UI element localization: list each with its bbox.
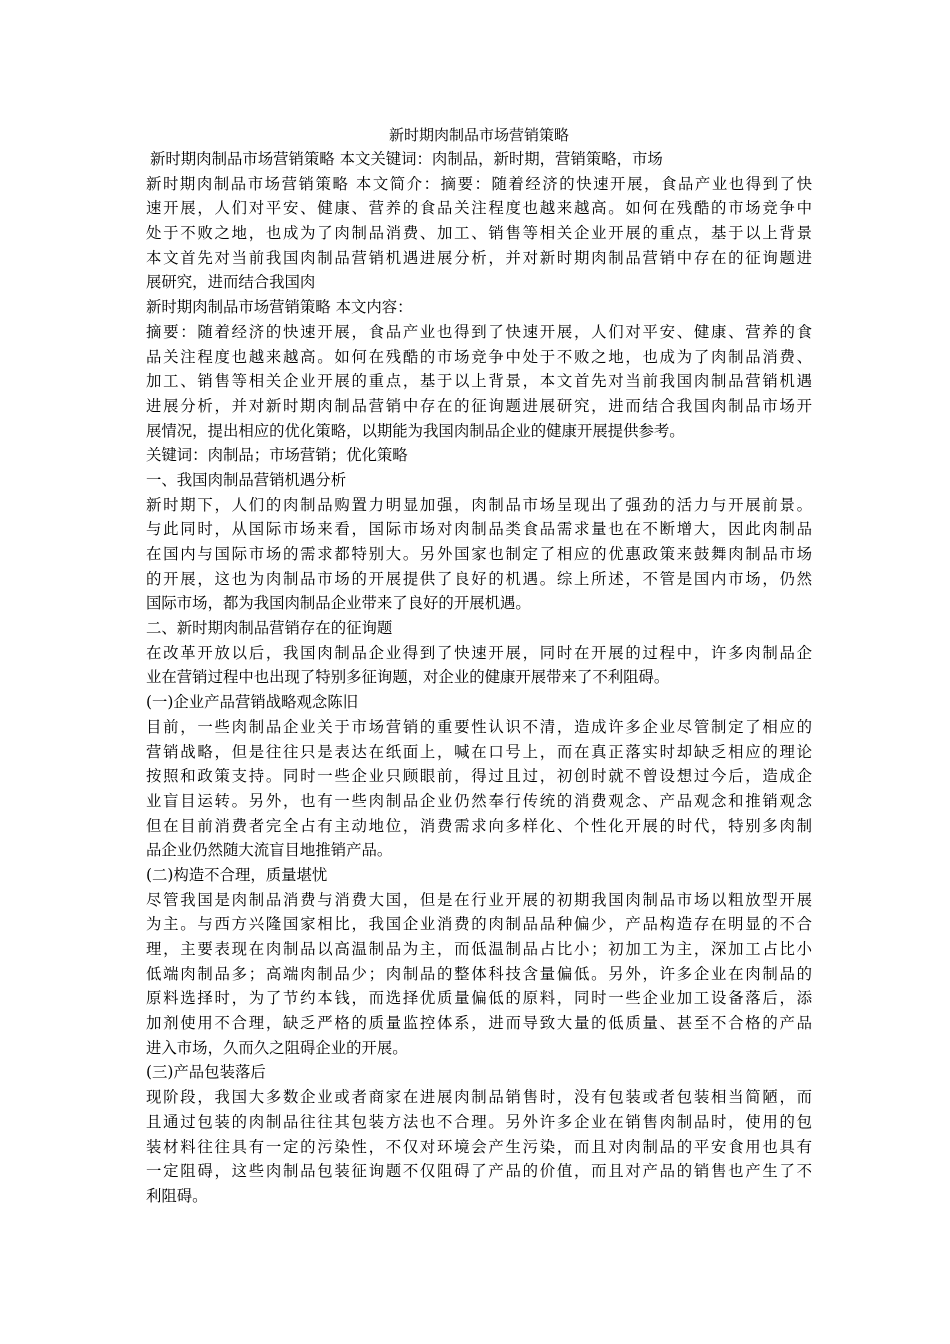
text-line: 进展分析，并对新时期肉制品营销中存在的征询题进展研究，进而结合我国肉制品市场开 [146, 396, 812, 415]
text-line: 为主。与西方兴隆国家相比，我国企业消费的肉制品品种偏少，产品构造存在明显的不合 [146, 915, 812, 934]
text-line: 处于不败之地，也成为了肉制品消费、加工、销售等相关企业开展的重点，基于以上背景 [146, 224, 812, 243]
text-line: 关键词：肉制品；市场营销；优化策略 [146, 446, 408, 465]
text-line: 本文首先对当前我国肉制品营销机遇进展分析，并对新时期肉制品营销中存在的征询题进 [146, 248, 812, 267]
text-line: 的开展，这也为肉制品市场的开展提供了良好的机遇。综上所述，不管是国内市场，仍然 [146, 569, 812, 588]
paragraph [146, 1060, 812, 1085]
paragraph [146, 320, 812, 443]
text-line: 国际市场，都为我国肉制品企业带来了良好的开展机遇。 [146, 594, 531, 613]
text-line: 低端肉制品多；高端肉制品少；肉制品的整体科技含量偏低。另外，许多企业在肉制品的 [146, 964, 812, 983]
text-line: (三)产品包装落后 [146, 1063, 266, 1082]
paragraph [146, 468, 812, 493]
document-title: 新时期肉制品市场营销策略 [388, 126, 569, 144]
paragraph [146, 641, 812, 690]
text-line: 品企业仍然随大流盲目地推销产品。 [146, 841, 393, 860]
paragraph [146, 295, 812, 320]
paragraph [146, 172, 812, 295]
text-line: 在国内与国际市场的需求都特别大。另外国家也制定了相应的优惠政策来鼓舞肉制品市场 [146, 545, 812, 563]
paragraph [146, 616, 812, 641]
document-body [146, 147, 950, 1209]
text-line: 业盲目运转。另外，也有一些肉制品企业仍然奉行传统的消费观念、产品观念和推销观念 [146, 791, 812, 810]
text-line: 加剂使用不合理，缺乏严格的质量监控体系，进而导致大量的低质量、甚至不合格的产品 [146, 1014, 812, 1033]
text-line: 且通过包装的肉制品往往其包装方法也不合理。另外许多企业在销售肉制品时，使用的包 [146, 1112, 812, 1131]
text-line: 加工、销售等相关企业开展的重点，基于以上背景，本文首先对当前我国肉制品营销机遇 [146, 372, 812, 391]
text-line: 业在营销过程中也出现了特别多征询题，对企业的健康开展带来了不利阻碍。 [146, 668, 670, 687]
text-line: 营销战略，但是往往只是表达在纸面上，喊在口号上，而在真正落实时却缺乏相应的理论 [146, 742, 812, 761]
paragraph [146, 863, 812, 888]
text-line: 二、新时期肉制品营销存在的征询题 [146, 619, 393, 638]
text-line: 新时期下，人们的肉制品购置力明显加强，肉制品市场呈现出了强劲的活力与开展前景。 [146, 495, 812, 514]
paragraph [146, 715, 812, 863]
text-line: 理，主要表现在肉制品以高温制品为主，而低温制品占比小；初加工为主，深加工占比小 [146, 940, 812, 958]
text-line: 展研究，进而结合我国肉 [146, 273, 316, 292]
text-line: 一定阻碍，这些肉制品包装征询题不仅阻碍了产品的价值，而且对产品的销售也产生了不 [146, 1162, 812, 1181]
text-line: 进入市场，久而久之阻碍企业的开展。 [146, 1038, 408, 1057]
text-line: 速开展，人们对平安、健康、营养的食品关注程度也越来越高。如何在残酷的市场竞争中 [146, 199, 812, 218]
text-line: 与此同时，从国际市场来看，国际市场对肉制品类食品需求量也在不断增大，因此肉制品 [146, 520, 812, 539]
paragraph [146, 493, 812, 616]
text-line: 一、我国肉制品营销机遇分析 [146, 470, 347, 489]
text-line: 尽管我国是肉制品消费与消费大国，但是在行业开展的初期我国肉制品市场以粗放型开展 [146, 890, 812, 909]
text-line: (二)构造不合理，质量堪忧 [146, 865, 328, 884]
text-line: 新时期肉制品市场营销策略 本文关键词：肉制品，新时期，营销策略，市场 [150, 150, 663, 168]
text-line: 原料选择时，为了节约本钱，而选择优质量偏低的原料，同时一些企业加工设备落后，添 [146, 989, 812, 1008]
text-line: 按照和政策支持。同时一些企业只顾眼前，得过且过，初创时就不曾设想过今后，造成企 [146, 767, 812, 786]
text-line: 现阶段，我国大多数企业或者商家在进展肉制品销售时，没有包装或者包装相当简陋，而 [146, 1088, 812, 1107]
paragraph [146, 1085, 812, 1208]
paragraph [146, 443, 812, 468]
paragraph [146, 690, 812, 715]
text-line: 新时期肉制品市场营销策略 本文内容： [146, 298, 413, 317]
text-line: 摘要：随着经济的快速开展，食品产业也得到了快速开展，人们对平安、健康、营养的食 [146, 322, 812, 341]
text-line: 新时期肉制品市场营销策略 本文简介：摘要：随着经济的快速开展，食品产业也得到了快 [146, 174, 812, 193]
text-line: 目前，一些肉制品企业关于市场营销的重要性认识不清，造成许多企业尽管制定了相应的 [146, 717, 812, 736]
paragraph [146, 888, 812, 1061]
paragraph [146, 147, 816, 172]
text-line: 装材料往往具有一定的污染性，不仅对环境会产生污染，而且对肉制品的平安食用也具有 [146, 1137, 812, 1156]
text-line: 品关注程度也越来越高。如何在残酷的市场竞争中处于不败之地，也成为了肉制品消费、 [146, 347, 812, 366]
text-line: 展情况，提出相应的优化策略，以期能为我国肉制品企业的健康开展提供参考。 [146, 421, 685, 440]
text-line: 在改革开放以后，我国肉制品企业得到了快速开展，同时在开展的过程中，许多肉制品企 [146, 643, 812, 662]
text-line: 但在目前消费者完全占有主动地位，消费需求向多样化、个性化开展的时代，特别多肉制 [146, 816, 812, 835]
text-line: (一)企业产品营销战略观念陈旧 [146, 693, 359, 712]
text-line: 利阻碍。 [146, 1186, 208, 1205]
